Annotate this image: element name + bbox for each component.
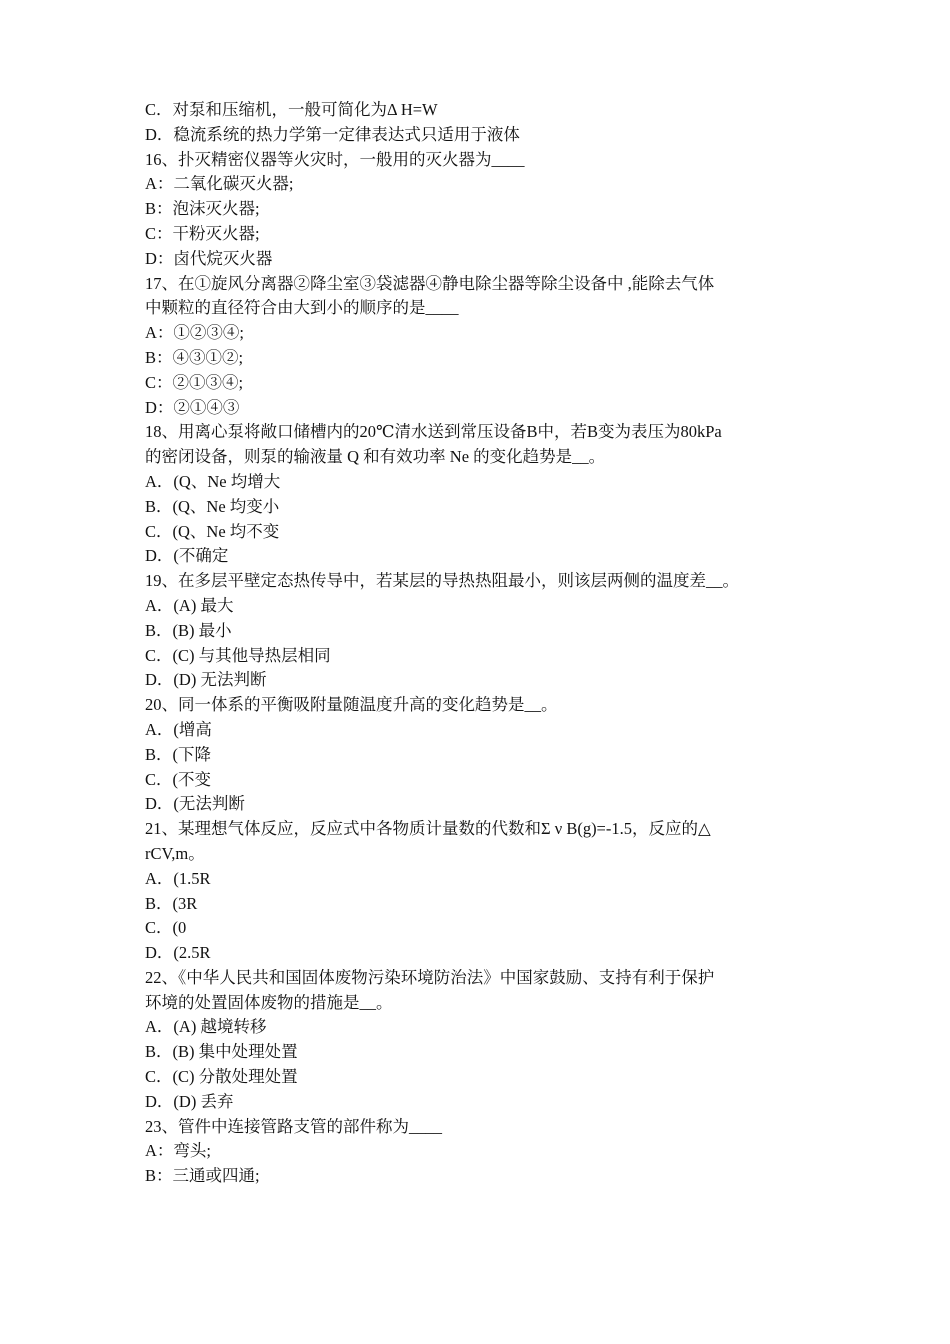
option-line: A．(A) 越境转移 — [145, 1017, 267, 1037]
option-line: C．(不变 — [145, 769, 211, 789]
question-18: 18、用离心泵将敞口储槽内的20℃清水送到常压设备B中，若B变为表压为80kPa — [145, 422, 722, 442]
option-line: C：②①③④; — [145, 372, 244, 392]
option-line: B．(B) 集中处理处置 — [145, 1042, 298, 1062]
option-line: C．对泵和压缩机，一般可简化为Δ H=W — [145, 100, 438, 119]
option-line: D：卤代烷灭火器 — [145, 248, 273, 268]
option-line: A：①②③④; — [145, 323, 244, 343]
option-line: C：干粉灭火器; — [145, 223, 260, 243]
option-line: C．(0 — [145, 918, 187, 938]
question-18-cont: 的密闭设备，则泵的输液量 Q 和有效功率 Ne 的变化趋势是__。 — [145, 447, 606, 467]
question-20: 20、同一体系的平衡吸附量随温度升高的变化趋势是__。 — [145, 695, 558, 715]
option-line: B：泡沫灭火器; — [145, 199, 260, 219]
question-19: 19、在多层平壁定态热传导中，若某层的导热热阻最小，则该层两侧的温度差__。 — [145, 571, 739, 591]
document-page — [145, 98, 815, 1189]
option-line: C．(C) 与其他导热层相同 — [145, 645, 331, 665]
question-16: 16、扑灭精密仪器等火灾时，一般用的灭火器为____ — [145, 149, 525, 169]
option-line: A：弯头; — [145, 1141, 211, 1161]
option-line: D．(D) 丢弃 — [145, 1091, 234, 1111]
option-line: B．(3R — [145, 893, 198, 913]
option-line: B．(下降 — [145, 744, 211, 764]
option-line: A．(A) 最大 — [145, 595, 234, 615]
option-line: B：三通或四通; — [145, 1166, 260, 1186]
option-line: C．(Q、Ne 均不变 — [145, 521, 280, 541]
question-21: 21、某理想气体反应，反应式中各物质计量数的代数和Σ ν B(g)=-1.5，反应的△ — [145, 819, 711, 839]
option-line: B．(B) 最小 — [145, 620, 232, 640]
option-line: D．稳流系统的热力学第一定律表达式只适用于液体 — [145, 124, 520, 144]
option-line: C．(C) 分散处理处置 — [145, 1067, 298, 1087]
option-line: A．(1.5R — [145, 868, 211, 888]
question-22: 22、《中华人民共和国固体废物污染环境防治法》中国家鼓励、支持有利于保护 — [145, 967, 715, 987]
option-line: D．(不确定 — [145, 546, 229, 566]
question-23: 23、管件中连接管路支管的部件称为____ — [145, 1116, 442, 1136]
option-line: A．(增高 — [145, 719, 212, 739]
option-line: B：④③①②; — [145, 347, 244, 367]
question-17-cont: 中颗粒的直径符合由大到小的顺序的是____ — [145, 298, 459, 318]
option-line: A：二氧化碳灭火器; — [145, 174, 294, 194]
option-line: D．(2.5R — [145, 943, 211, 963]
option-line: A．(Q、Ne 均增大 — [145, 471, 281, 491]
option-line: D．(无法判断 — [145, 794, 245, 814]
question-21-cont: rCV,m。 — [145, 843, 205, 863]
option-line: D：②①④③ — [145, 397, 240, 417]
option-line: B．(Q、Ne 均变小 — [145, 496, 280, 516]
option-line: D．(D) 无法判断 — [145, 670, 267, 690]
question-17: 17、在①旋风分离器②降尘室③袋滤器④静电除尘器等除尘设备中 ,能除去气体 — [145, 273, 715, 293]
question-22-cont: 环境的处置固体废物的措施是__。 — [145, 992, 393, 1012]
